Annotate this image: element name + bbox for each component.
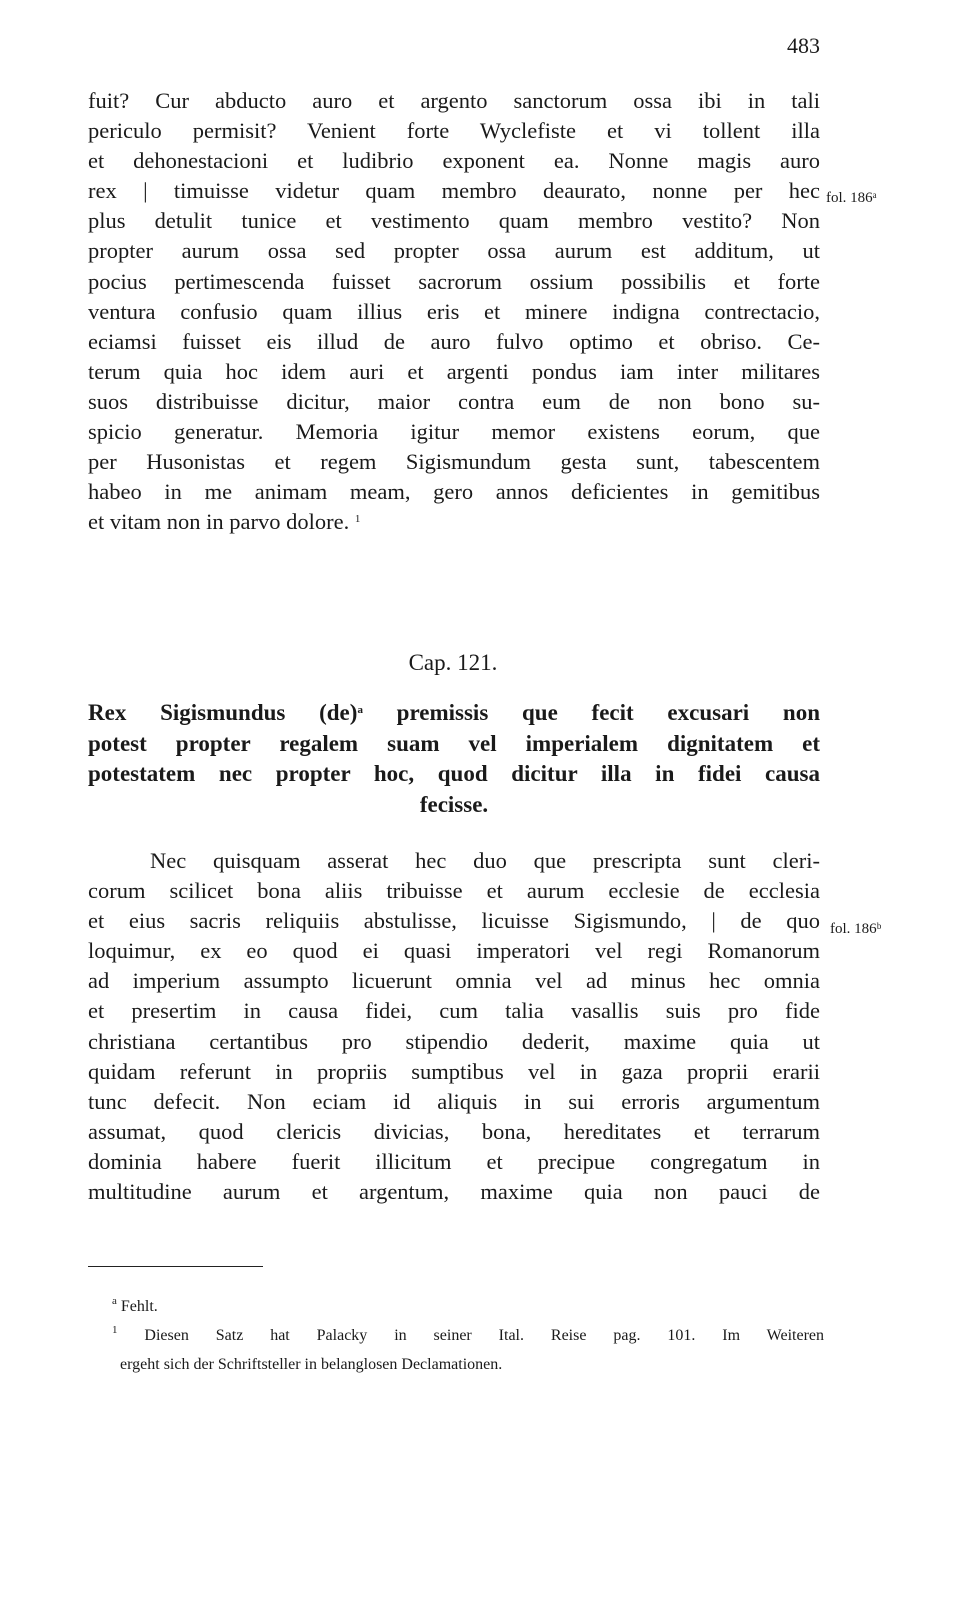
footnote-1 bbox=[112, 1321, 824, 1350]
text-line: christiana certantibus pro stipendio dederit, maxime quia ut bbox=[88, 1028, 820, 1054]
heading-line-end: premissis que fecit excusari non bbox=[362, 700, 821, 725]
margin-note-fol-186b: fol. 186ᵇ bbox=[830, 921, 882, 937]
text-line: ad imperium assumpto licuerunt omnia vel ad minus hec omnia bbox=[88, 968, 820, 994]
text-line: plus detulit tunice et vestimento quam membro vestito? Non bbox=[88, 208, 820, 234]
text-line: fuit? Cur abducto auro et argento sanctorum ossa ibi in tali bbox=[88, 88, 820, 113]
paragraph-2 bbox=[88, 846, 820, 1207]
text-line: assumat, quod clericis divicias, bona, hereditates et terrarum bbox=[88, 1118, 820, 1144]
heading-line bbox=[88, 698, 820, 729]
text-line: terum quia hoc idem auri et argenti pondus iam inter militares bbox=[88, 358, 820, 384]
heading-line: potest propter regalem suam vel imperialem dignitatem et bbox=[88, 730, 820, 756]
text-line: corum scilicet bona aliis tribuisse et aurum ecclesie de ecclesia bbox=[88, 878, 820, 904]
paragraph-1 bbox=[88, 86, 820, 537]
text-line: periculo permisit? Venient forte Wyclefiste et vi tollent illa bbox=[88, 118, 820, 144]
text-line: suos distribuisse dicitur, maior contra eum de non bono su- bbox=[88, 388, 820, 414]
footnotes bbox=[112, 1292, 824, 1379]
text-line: tunc defecit. Non eciam id aliquis in sui erroris argumentum bbox=[88, 1088, 820, 1114]
footnote-marker: 1 bbox=[112, 1324, 118, 1336]
text-line-content: et vitam non in parvo dolore. bbox=[88, 509, 350, 535]
text-line: spicio generatur. Memoria igitur memor existens eorum, que bbox=[88, 419, 820, 445]
text-line: rex | timuisse videtur quam membro deaurato, nonne per hec bbox=[88, 178, 820, 204]
footnote-text: Diesen Satz hat Palacky in seiner Ital. Reise pag. 101. Im Weiteren bbox=[144, 1327, 824, 1344]
text-line bbox=[88, 507, 820, 537]
heading-line-start: Rex Sigismundus (de) bbox=[88, 700, 358, 725]
footnote-divider bbox=[88, 1266, 263, 1267]
text-line: eciamsi fuisset eis illud de auro fulvo optimo et obriso. Ce- bbox=[88, 328, 820, 354]
page-number: 483 bbox=[787, 33, 820, 58]
footnote-ref-1[interactable]: 1 bbox=[354, 513, 361, 526]
footnote-marker: a bbox=[112, 1295, 117, 1307]
text-line: et eius sacris reliquiis abstulisse, licuisse Sigismundo, | de quo bbox=[88, 908, 820, 934]
chapter-heading bbox=[88, 698, 820, 820]
chapter-label: Cap. 121. bbox=[408, 650, 498, 675]
margin-note-fol-186a: fol. 186ᵃ bbox=[826, 190, 877, 206]
text-line: multitudine aurum et argentum, maxime quia non pauci de bbox=[88, 1179, 820, 1205]
text-line: propter aurum ossa sed propter ossa aurum est additum, ut bbox=[88, 238, 820, 264]
text-line: pocius pertimescenda fuisset sacrorum ossium possibilis et forte bbox=[88, 268, 820, 294]
text-line: per Husonistas et regem Sigismundum gesta sunt, tabescentem bbox=[88, 449, 820, 475]
text-line: et presertim in causa fidei, cum talia vasallis suis pro fide bbox=[88, 998, 820, 1024]
text-line: habeo in me animam meam, gero annos deficientes in gemitibus bbox=[88, 479, 820, 505]
text-line: Nec quisquam asserat hec duo que prescripta sunt cleri- bbox=[150, 848, 820, 873]
heading-line: potestatem nec propter hoc, quod dicitur illa in fidei causa bbox=[88, 761, 820, 786]
text-line: ventura confusio quam illius eris et minere indigna contrectacio, bbox=[88, 298, 820, 324]
footnote-1-continued: ergeht sich der Schriftsteller in belanglosen Declamationen. bbox=[120, 1356, 503, 1373]
text-line: et dehonestacioni et ludibrio exponent ea. Nonne magis auro bbox=[88, 148, 820, 174]
footnote-a bbox=[112, 1292, 824, 1321]
text-line: quidam referunt in propriis sumptibus vel in gaza proprii erarii bbox=[88, 1058, 820, 1084]
footnote-text: Fehlt. bbox=[120, 1298, 158, 1315]
text-line: dominia habere fuerit illicitum et precipue congregatum in bbox=[88, 1148, 820, 1174]
heading-line: fecisse. bbox=[419, 791, 489, 817]
footnote-ref-a[interactable]: a bbox=[357, 704, 363, 716]
text-line: loquimur, ex eo quod ei quasi imperatori vel regi Romanorum bbox=[88, 938, 820, 964]
